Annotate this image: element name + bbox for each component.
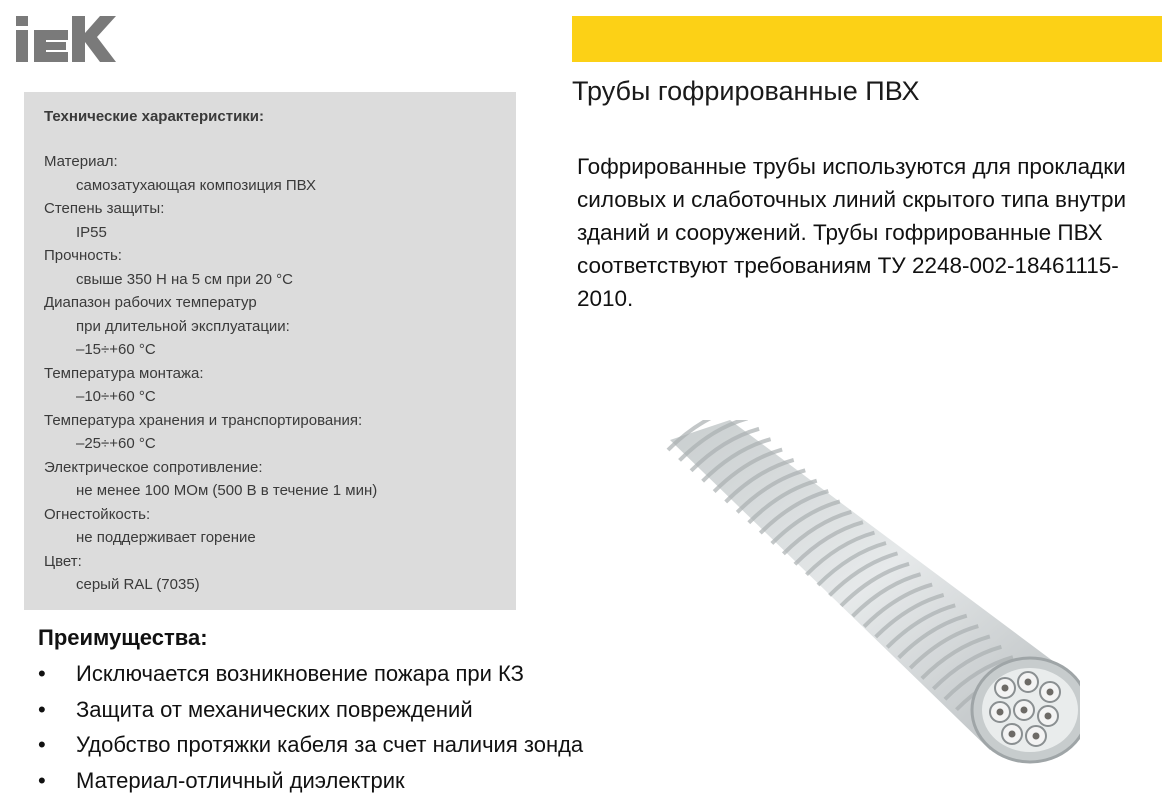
spec-item <box>44 244 516 291</box>
spec-label: Электрическое сопротивление: <box>44 458 263 476</box>
advantage-text: Материал-отличный диэлектрик <box>76 767 405 793</box>
spec-value: самозатухающая композиция ПВХ <box>76 176 316 194</box>
spec-item <box>44 456 516 503</box>
spec-value: –15÷+60 °С <box>76 341 156 358</box>
spec-value: –25÷+60 °С <box>76 435 156 452</box>
spec-item <box>44 362 516 409</box>
spec-label: Температура хранения и транспортирования: <box>44 411 363 429</box>
spec-value: свыше 350 Н на 5 см при 20 °С <box>76 270 293 288</box>
specs-title: Технические характеристики: <box>44 108 265 125</box>
spec-item <box>44 197 516 244</box>
specs-panel <box>24 92 516 610</box>
spec-value: –10÷+60 °С <box>76 388 156 405</box>
corrugated-pipe-icon <box>660 420 1080 806</box>
advantage-item <box>38 763 718 799</box>
advantage-text: Исключается возникновение пожара при КЗ <box>76 661 524 686</box>
iek-logo <box>16 16 116 62</box>
cable-core <box>1021 707 1028 714</box>
spec-item <box>44 409 516 456</box>
spec-value: серый RAL (7035) <box>76 576 200 593</box>
advantage-item <box>38 656 718 692</box>
spec-item <box>44 550 516 597</box>
spec-label: Материал: <box>44 153 118 170</box>
spec-label: Диапазон рабочих температур <box>44 294 257 311</box>
bullet-icon: • <box>38 696 46 722</box>
cable-core <box>1047 689 1054 696</box>
advantage-item <box>38 727 718 763</box>
advantage-item <box>38 692 718 728</box>
spec-item <box>44 291 516 362</box>
cable-core <box>997 709 1004 716</box>
cable-core <box>1033 733 1040 740</box>
spec-value: не поддерживает горение <box>76 529 256 546</box>
spec-item <box>44 150 516 197</box>
spec-label: Цвет: <box>44 552 82 570</box>
bullet-icon: • <box>38 732 46 757</box>
spec-value: при длительной эксплуатации: <box>76 317 290 335</box>
spec-label: Степень защиты: <box>44 200 165 217</box>
product-description: Гофрированные трубы используются для прокладки силовых и слаботочных линий скрытого типа внутри зданий и сооружений. Трубы гофрированные ПВХ соответствуют требованиям ТУ 2248-002-18461115-2010. <box>577 154 1127 311</box>
specs-list <box>44 150 516 597</box>
spec-label: Прочность: <box>44 247 122 264</box>
spec-item <box>44 503 516 550</box>
spec-label: Огнестойкость: <box>44 505 151 523</box>
bullet-icon: • <box>38 661 46 686</box>
cable-core <box>1002 685 1009 692</box>
page-title: Трубы гофрированные ПВХ <box>572 76 920 106</box>
bullet-icon: • <box>38 767 46 793</box>
advantage-text: Защита от механических повреждений <box>76 696 473 722</box>
spec-value: IP55 <box>76 223 107 241</box>
cable-core <box>1025 679 1032 686</box>
cable-core <box>1045 713 1052 720</box>
spec-value: не менее 100 МОм (500 В в течение 1 мин) <box>76 482 378 499</box>
cable-core <box>1009 731 1016 738</box>
advantages-title: Преимущества: <box>38 625 208 650</box>
spec-label: Температура монтажа: <box>44 364 204 382</box>
advantages-list <box>38 656 718 798</box>
advantages-section <box>38 622 718 798</box>
advantage-text: Удобство протяжки кабеля за счет наличия зонда <box>76 732 584 757</box>
header-accent-bar <box>572 16 1162 62</box>
